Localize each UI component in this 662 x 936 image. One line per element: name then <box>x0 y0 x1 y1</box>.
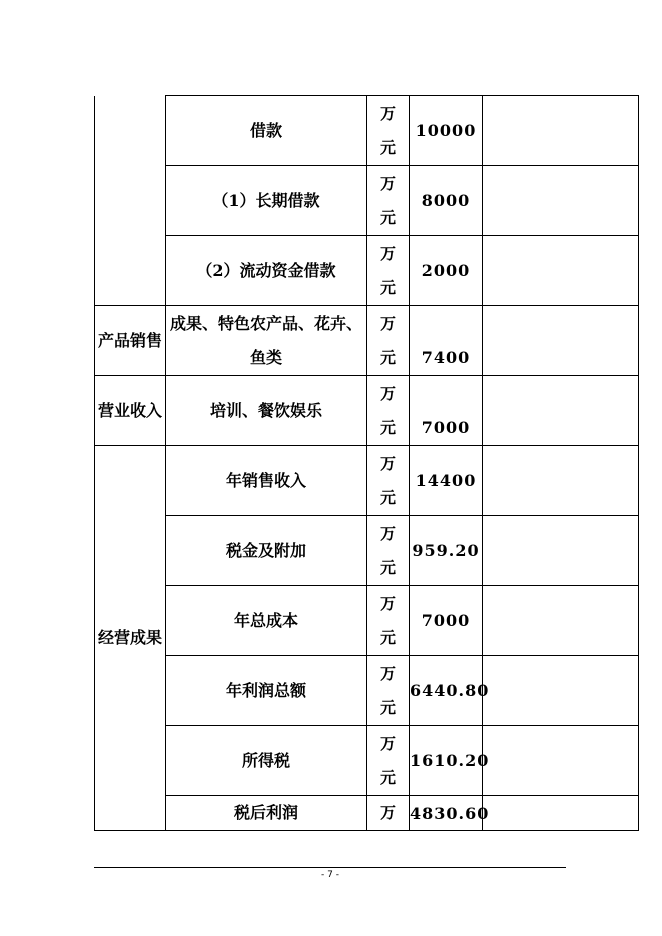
item-cell: 税后利润 <box>166 796 367 831</box>
table-row <box>95 166 639 236</box>
value-cell: 7000 <box>410 586 483 656</box>
item-cell: （1）长期借款 <box>166 166 367 236</box>
table-row <box>95 726 639 796</box>
note-cell <box>483 376 639 446</box>
unit-cell: 万 元 <box>367 236 410 306</box>
unit-cell: 万 元 <box>367 376 410 446</box>
table-row <box>95 306 639 376</box>
data-table <box>94 95 639 831</box>
item-cell: 年利润总额 <box>166 656 367 726</box>
value-cell: 7000 <box>410 376 483 446</box>
table-row <box>95 236 639 306</box>
unit-cell: 万 元 <box>367 516 410 586</box>
note-cell <box>483 96 639 166</box>
unit-cell: 万 元 <box>367 586 410 656</box>
unit-cell: 万 元 <box>367 656 410 726</box>
table-row <box>95 446 639 516</box>
table-row <box>95 516 639 586</box>
table-row <box>95 656 639 726</box>
category-cell: 营业收入 <box>95 376 166 446</box>
category-cell: 产品销售 <box>95 306 166 376</box>
value-cell: 14400 <box>410 446 483 516</box>
item-cell: 年总成本 <box>166 586 367 656</box>
unit-cell: 万 元 <box>367 726 410 796</box>
note-cell <box>483 446 639 516</box>
value-cell: 1610.20 <box>410 726 483 796</box>
unit-cell: 万 元 <box>367 306 410 376</box>
note-cell <box>483 166 639 236</box>
value-cell: 6440.80 <box>410 656 483 726</box>
table-row <box>95 586 639 656</box>
value-cell: 2000 <box>410 236 483 306</box>
value-cell: 959.20 <box>410 516 483 586</box>
note-cell <box>483 656 639 726</box>
unit-cell: 万 元 <box>367 446 410 516</box>
value-cell: 8000 <box>410 166 483 236</box>
item-cell: 借款 <box>166 96 367 166</box>
table-row <box>95 376 639 446</box>
table-row <box>95 96 639 166</box>
note-cell <box>483 586 639 656</box>
item-cell: 年销售收入 <box>166 446 367 516</box>
table-row <box>95 796 639 831</box>
category-cell <box>95 96 166 306</box>
unit-cell: 万 元 <box>367 96 410 166</box>
item-cell: 税金及附加 <box>166 516 367 586</box>
category-cell: 经营成果 <box>95 446 166 831</box>
unit-cell: 万 <box>367 796 410 831</box>
page-number: - 7 - <box>321 870 339 880</box>
value-cell: 10000 <box>410 96 483 166</box>
item-cell: 成果、特色农产品、花卉、鱼类 <box>166 306 367 376</box>
value-cell: 7400 <box>410 306 483 376</box>
note-cell <box>483 726 639 796</box>
note-cell <box>483 516 639 586</box>
note-cell <box>483 236 639 306</box>
value-cell: 4830.60 <box>410 796 483 831</box>
note-cell <box>483 796 639 831</box>
item-cell: 培训、餐饮娱乐 <box>166 376 367 446</box>
note-cell <box>483 306 639 376</box>
item-cell: 所得税 <box>166 726 367 796</box>
footer-divider <box>94 867 566 868</box>
item-cell: （2）流动资金借款 <box>166 236 367 306</box>
unit-cell: 万 元 <box>367 166 410 236</box>
